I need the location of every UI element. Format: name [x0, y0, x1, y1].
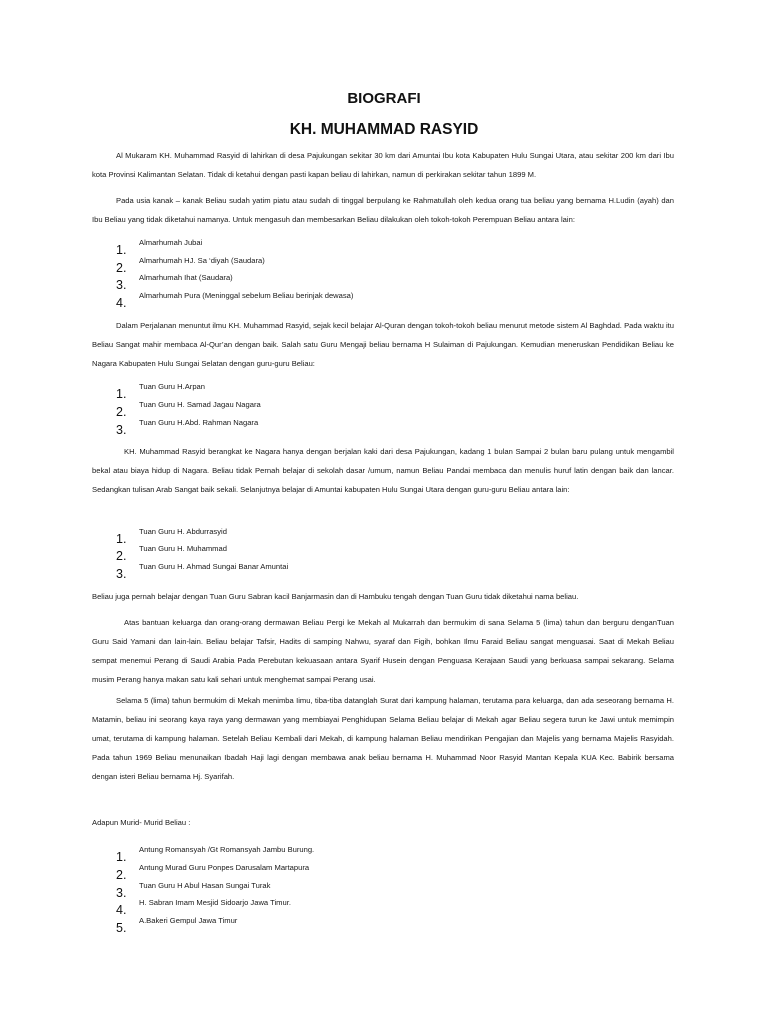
list-number: 1. [116, 850, 127, 864]
list-text: Tuan Guru H Abul Hasan Sungai Turak [139, 881, 271, 890]
document-subtitle: KH. MUHAMMAD RASYID [289, 121, 479, 138]
list-item [0, 898, 768, 919]
list-item [0, 562, 768, 583]
list-text: Almarhumah Ihat (Saudara) [139, 273, 233, 282]
list-number: 2. [116, 549, 127, 563]
list-text: Antung Murad Guru Ponpes Darusalam Martapura [139, 863, 310, 872]
list-text: Tuan Guru H.Arpan [139, 382, 205, 391]
list-item [0, 256, 768, 277]
list-number: 1. [116, 532, 127, 546]
list-text: A.Bakeri Gempul Jawa Timur [139, 916, 238, 925]
list-number: 3. [116, 886, 127, 900]
list-item [0, 238, 768, 259]
list-text: Antung Romansyah /Gt Romansyah Jambu Burung. [139, 845, 315, 854]
list-item [0, 544, 768, 565]
paragraph-mecca: Atas bantuan keluarga dan orang-orang dermawan Beliau Pergi ke Mekah al Mukarrah dan bermukim di sana Selama 5 (lima) tahun dan berguru denganTuan Guru Said Yamani dan lain-lain. Beliau belajar Tafsir, Hadits di samping Nahwu, syaraf dan Figih, bohkan Ilmu Faraid Beliau sangat menguasai. Saat di Mekah Beliau sempat menemui Perang di Saudi Arabia Pada Perebutan kekuasaan antara Syarif Husein dengan Penguasa Kerajaan Saudi yang berkuasa sampai sekarang. Selama musim Perang hanya makan satu kali sehari untuk menghemat sampai Perang usai. [92, 618, 674, 684]
list-item [0, 291, 768, 312]
list-text: Tuan Guru H. Abdurrasyid [139, 527, 227, 536]
list-number: 4. [116, 296, 127, 310]
list-text: Tuan Guru H. Ahmad Sungai Banar Amuntai [139, 562, 289, 571]
list-number: 4. [116, 903, 127, 917]
paragraph-childhood: Pada usia kanak – kanak Beliau sudah yatim piatu atau sudah di tinggal berpulang ke Rahmatullah oleh kedua orang tua beliau yang bernama H.Ludin (ayah) dan Ibu Beliau yang tidak diketahui namanya. Untuk mengasuh dan membesarkan Beliau dilakukan oleh tokoh-tokoh Perempuan Beliau antara lain: [92, 196, 674, 224]
list-item [0, 863, 768, 884]
paragraph-education: Dalam Perjalanan menuntut ilmu KH. Muhammad Rasyid, sejak kecil belajar Al-Quran dengan tokoh-tokoh beliau menurut metode sistem Al Baghdad. Pada waktu itu Beliau Sangat mahir membaca Al-Qur’an dengan baik. Salah satu Guru Mengaji beliau bernama H Sulaiman di Pajukungan. Kemudian meneruskan Pendidikan Beliau ke Nagara Kabupaten Hulu Sungai Selatan dengan guru-guru Beliau: [92, 321, 674, 368]
list-number: 3. [116, 567, 127, 581]
list-number: 2. [116, 868, 127, 882]
paragraph-other-teachers: Beliau juga pernah belajar dengan Tuan Guru Sabran kacil Banjarmasin dan di Hambuku tengah dengan Tuan Guru tidak diketahui nama beliau. [92, 592, 579, 601]
list-number: 1. [116, 243, 127, 257]
list-number: 3. [116, 423, 127, 437]
paragraph-return: Selama 5 (lima) tahun bermukim di Mekah menimba Iimu, tiba-tiba datanglah Surat dari kampung halaman, terutama para keluarga, dan ada seseorang bernama H. Matamin, beliau ini seorang kaya raya yang dermawan yang membiayai Penghidupan Selama Beliau belajar di Mekah agar Beliau segera turun ke Jawi untuk memimpin umat, terutama di kampung halaman. Setelah Beliau Kembali dari Mekah, di kampung halaman Beliau mendirikan Pengajian dan Majelis yang bernama Majelis Rasyidah. Pada tahun 1969 Beliau menunaikan Ibadah Haji lagi dengan membawa anak beliau bernama H. Muhammad Noor Rasyid Mantan Kepala KUA Kec. Babirik bersama dengan isteri Beliau bernama Hj. Syarifah. [92, 696, 674, 781]
list-text: Tuan Guru H.Abd. Rahman Nagara [139, 418, 259, 427]
list-text: Tuan Guru H. Samad Jagau Nagara [139, 400, 261, 409]
list-item [0, 418, 768, 439]
list-text: H. Sabran Imam Mesjid Sidoarjo Jawa Timur. [139, 898, 291, 907]
list-item [0, 881, 768, 902]
paragraph-journey: KH. Muhammad Rasyid berangkat ke Nagara hanya dengan berjalan kaki dari desa Pajukungan, kadang 1 bulan Sampai 2 bulan baru pulang untuk mengambil bekal atau biaya hidup di Nagara. Beliau tidak Pernah belajar di sekolah dasar /umum, namun Beliau Pandai membaca dan menulis huruf latin dengan baik dan lancar. Sedangkan tulisan Arab Sangat baik sekali. Selanjutnya belajar di Amuntai kabupaten Hulu Sungai Utara dengan guru-guru Beliau antara lain: [92, 447, 674, 494]
document-title: BIOGRAFI [347, 90, 421, 107]
list-text: Almarhumah HJ. Sa ‘diyah (Saudara) [139, 256, 265, 265]
list-number: 5. [116, 921, 127, 935]
list-number: 2. [116, 261, 127, 275]
list-item [0, 382, 768, 403]
list-item [0, 916, 768, 937]
list-number: 3. [116, 278, 127, 292]
list-text: Almarhumah Jubai [139, 238, 203, 247]
list-item [0, 845, 768, 866]
list-number: 1. [116, 387, 127, 401]
list-text: Almarhumah Pura (Meninggal sebelum Beliau berinjak dewasa) [139, 291, 354, 300]
list-item [0, 527, 768, 548]
paragraph-birth: Al Mukaram KH. Muhammad Rasyid di lahirkan di desa Pajukungan sekitar 30 km dari Amuntai Ibu kota Kabupaten Hulu Sungai Utara, atau sekitar 200 km dari Ibu kota Provinsi Kalimantan Selatan. Tidak di ketahui dengan pasti kapan beliau di lahirkan, namun di perkirakan sekitar tahun 1899 M. [92, 151, 674, 179]
list-number: 2. [116, 405, 127, 419]
list-text: Tuan Guru H. Muhammad [139, 544, 227, 553]
paragraph-students-heading: Adapun Murid- Murid Beliau : [92, 818, 191, 827]
list-item [0, 273, 768, 294]
list-item [0, 400, 768, 421]
